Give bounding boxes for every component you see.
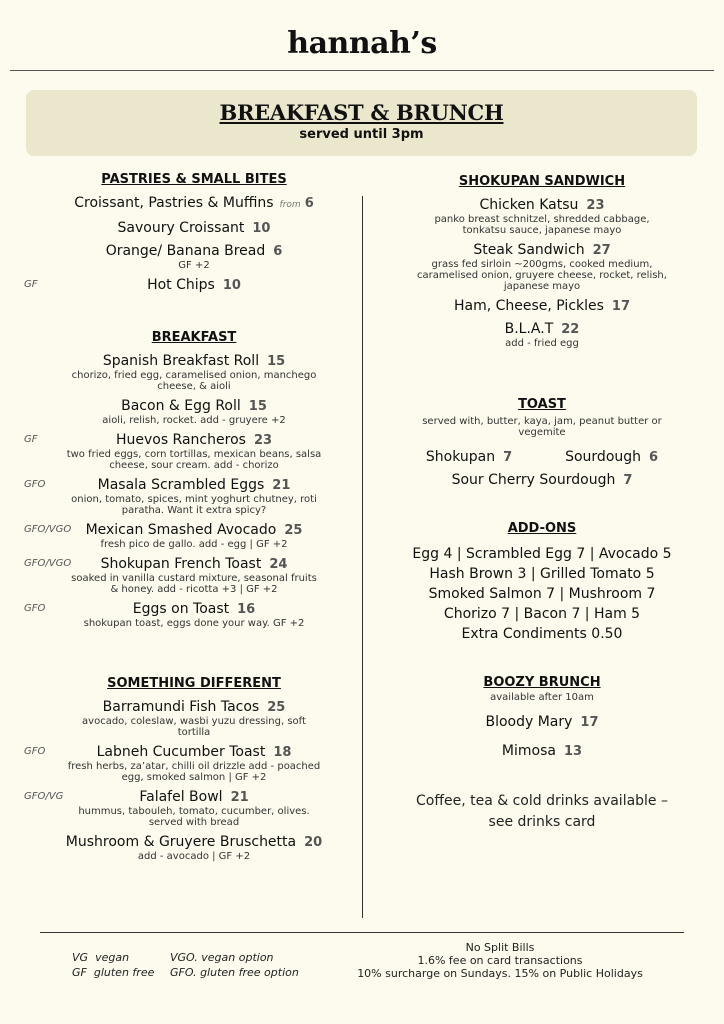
section-title: BOOZY BRUNCH xyxy=(483,675,601,690)
menu-item xyxy=(26,398,362,426)
legend-key: GFO. xyxy=(170,966,197,979)
boozy-desc: available after 10am xyxy=(490,692,594,703)
menu-item-desc: aioli, relish, rocket. add - gruyere +2 xyxy=(102,415,286,426)
addon-line: Chorizo 7 | Bacon 7 | Ham 5 xyxy=(443,606,641,622)
legend-right xyxy=(170,950,299,980)
menu-item-price: 15 xyxy=(267,354,286,369)
menu-item xyxy=(26,243,362,271)
menu-item xyxy=(372,321,712,349)
menu-item-price: 18 xyxy=(273,745,292,760)
menu-item-name: Labneh Cucumber Toast xyxy=(96,744,266,760)
menu-item-line xyxy=(372,321,712,338)
menu-item-desc: soaked in vanilla custard mixture, seasonal fruits & honey. add - ricotta +3 | GF +2 xyxy=(71,573,317,595)
menu-item-line xyxy=(26,522,362,539)
section-something-different xyxy=(26,676,362,868)
menu-item-line xyxy=(372,298,712,315)
section-title: PASTRIES & SMALL BITES xyxy=(101,172,287,187)
menu-item-desc: fresh pico de gallo. add - egg | GF +2 xyxy=(100,539,288,550)
menu-item-name: Mimosa xyxy=(501,743,556,759)
top-divider xyxy=(10,70,714,71)
menu-item-price: 6 xyxy=(273,244,283,259)
toast-row xyxy=(372,446,712,469)
addon-line: Egg 4 | Scrambled Egg 7 | Avocado 5 xyxy=(412,546,672,562)
menu-item-line xyxy=(26,432,362,449)
policy-line: 1.6% fee on card transactions xyxy=(417,954,583,967)
menu-item-price: 17 xyxy=(580,715,599,730)
legend-key: GF xyxy=(72,966,87,979)
menu-item xyxy=(26,601,362,629)
menu-item-name: Sour Cherry Sourdough xyxy=(451,472,616,488)
menu-item-desc: fresh herbs, za’atar, chilli oil drizzle add - poached egg, smoked salmon | GF +2 xyxy=(67,761,321,783)
dietary-tag: GFO/VGO xyxy=(24,524,72,535)
menu-item-desc: onion, tomato, spices, mint yoghurt chutney, roti paratha. Want it extra spicy? xyxy=(71,494,317,516)
menu-item-line xyxy=(26,834,362,851)
menu-item-line xyxy=(26,353,362,370)
menu-item-name: Ham, Cheese, Pickles xyxy=(453,298,604,314)
menu-item xyxy=(26,789,362,828)
menu-item-price: 23 xyxy=(253,433,273,448)
menu-item-name: Masala Scrambled Eggs xyxy=(97,477,265,493)
pastries-list xyxy=(26,195,362,294)
brand-logo: hannah’s xyxy=(287,26,437,61)
addon-line: Smoked Salmon 7 | Mushroom 7 xyxy=(428,586,656,602)
menu-item xyxy=(26,477,362,516)
legend-key: VGO. xyxy=(170,951,198,964)
menu-item-price: 13 xyxy=(563,744,583,759)
menu-item xyxy=(26,432,362,471)
menu-item-name: Spanish Breakfast Roll xyxy=(102,353,260,369)
section-title: SOMETHING DIFFERENT xyxy=(107,676,281,691)
breakfast-list xyxy=(26,353,362,629)
legend-key: VG xyxy=(72,951,89,964)
menu-item-name: Orange/ Banana Bread xyxy=(105,243,266,259)
menu-item-line xyxy=(26,789,362,806)
legend-text: gluten free option xyxy=(200,966,299,979)
menu-title: BREAKFAST & BRUNCH xyxy=(219,100,504,125)
menu-item-name: Sourdough xyxy=(565,449,642,465)
menu-item-from: from xyxy=(279,200,301,210)
policy-line: No Split Bills xyxy=(465,941,535,954)
toast-list xyxy=(372,446,712,492)
menu-item-line xyxy=(26,601,362,618)
menu-item-desc: add - avocado | GF +2 xyxy=(137,851,251,862)
section-toast xyxy=(372,397,712,492)
section-title: SHOKUPAN SANDWICH xyxy=(458,174,626,189)
menu-item-desc: hummus, tabouleh, tomato, cucumber, olives. served with bread xyxy=(78,806,310,828)
section-title: BREAKFAST xyxy=(151,330,237,345)
menu-item-name: Steak Sandwich xyxy=(473,242,585,258)
legend-text: gluten free xyxy=(93,966,155,979)
menu-item xyxy=(26,834,362,862)
menu-item-line xyxy=(372,197,712,214)
menu-item-name: Mexican Smashed Avocado xyxy=(85,522,277,538)
menu-item-desc: chorizo, fried egg, caramelised onion, manchego cheese, & aioli xyxy=(71,370,317,392)
menu-item-price: 17 xyxy=(611,299,631,314)
menu-item-name: Shokupan xyxy=(425,449,496,465)
policy-line: 10% surcharge on Sundays. 15% on Public Holidays xyxy=(357,967,643,980)
menu-item-price: 20 xyxy=(304,835,323,850)
menu-item xyxy=(26,699,362,738)
menu-item-price: 27 xyxy=(592,243,611,258)
section-add-ons xyxy=(372,521,712,644)
dietary-tag: GFO xyxy=(24,479,46,490)
addon-line: Extra Condiments 0.50 xyxy=(461,626,623,642)
menu-item-name: Shokupan French Toast xyxy=(100,556,262,572)
column-divider xyxy=(362,196,363,918)
menu-item-desc: shokupan toast, eggs done your way. GF +2 xyxy=(83,618,305,629)
bottom-divider xyxy=(40,932,684,933)
dietary-tag: GFO/VGO xyxy=(24,558,72,569)
legend-left xyxy=(72,950,154,980)
menu-item-line xyxy=(26,744,362,761)
menu-item-price: 10 xyxy=(252,221,271,236)
menu-item-line xyxy=(26,195,362,214)
menu-item-line xyxy=(26,220,362,237)
menu-item-line xyxy=(26,699,362,716)
dietary-tag: GFO/VG xyxy=(24,791,64,802)
section-breakfast xyxy=(26,330,362,635)
menu-item-price: 25 xyxy=(284,523,303,538)
dietary-tag: GF xyxy=(24,434,38,445)
menu-item-price: 21 xyxy=(230,790,249,805)
menu-item xyxy=(372,740,712,760)
addon-line: Hash Brown 3 | Grilled Tomato 5 xyxy=(429,566,655,582)
menu-banner xyxy=(26,90,697,156)
menu-item-name: Hot Chips xyxy=(147,277,215,293)
shokupan-list xyxy=(372,197,712,349)
menu-item-price: 23 xyxy=(586,198,605,213)
menu-item-price: 6 xyxy=(649,450,659,465)
menu-item-name: Savoury Croissant xyxy=(117,220,245,236)
menu-item-desc: grass fed sirloin ~200gms, cooked medium, caramelised onion, gruyere cheese, rocket, relish, japanese mayo xyxy=(417,259,667,292)
menu-item-name: Mushroom & Gruyere Bruschetta xyxy=(65,834,297,850)
policy-notes xyxy=(330,941,670,980)
menu-item-line xyxy=(26,556,362,573)
menu-item-line xyxy=(372,242,712,259)
menu-item-name: B.L.A.T xyxy=(504,321,554,337)
menu-item-desc: add - fried egg xyxy=(505,338,579,349)
section-title: ADD-ONS xyxy=(507,521,577,536)
menu-item-line xyxy=(26,398,362,415)
menu-item-desc: two fried eggs, corn tortillas, mexican beans, salsa cheese, sour cream. add - chorizo xyxy=(66,449,322,471)
section-title: TOAST xyxy=(518,397,566,412)
menu-item-name: Bacon & Egg Roll xyxy=(121,398,241,414)
menu-item xyxy=(26,522,362,550)
menu-item-price: 6 xyxy=(304,196,314,211)
menu-item xyxy=(26,220,362,237)
menu-item xyxy=(372,711,712,731)
menu-item xyxy=(372,242,712,292)
menu-item-price: 15 xyxy=(248,399,267,414)
section-shokupan-sandwich xyxy=(372,174,712,355)
legend-text: vegan option xyxy=(201,951,274,964)
menu-item-desc: GF +2 xyxy=(178,260,210,271)
menu-item-desc: avocado, coleslaw, wasbi yuzu dressing, soft tortilla xyxy=(82,716,306,738)
menu-item-price: 22 xyxy=(561,322,580,337)
dietary-tag: GF xyxy=(24,279,38,290)
menu-item-name: Croissant, Pastries & Muffins xyxy=(74,195,274,211)
menu-item-line xyxy=(26,243,362,260)
legend-text: vegan xyxy=(95,951,130,964)
dietary-tag: GFO xyxy=(24,603,46,614)
menu-item-price: 7 xyxy=(623,473,633,488)
menu-item-name: Falafel Bowl xyxy=(139,789,223,805)
menu-item xyxy=(372,197,712,236)
menu-item xyxy=(26,556,362,595)
menu-item-name: Bloody Mary xyxy=(485,714,573,730)
section-boozy-brunch xyxy=(372,675,712,766)
menu-item-name: Huevos Rancheros xyxy=(115,432,246,448)
menu-item-price: 16 xyxy=(237,602,256,617)
drinks-note: Coffee, tea & cold drinks available – see drinks card xyxy=(416,793,668,830)
menu-item-price: 21 xyxy=(272,478,291,493)
menu-item-price: 7 xyxy=(503,450,513,465)
dietary-tag: GFO xyxy=(24,746,46,757)
menu-item-price: 25 xyxy=(267,700,286,715)
menu-item xyxy=(26,744,362,783)
menu-item-price: 24 xyxy=(269,557,288,572)
menu-item xyxy=(26,353,362,392)
toast-desc: served with, butter, kaya, jam, peanut butter or vegemite xyxy=(422,416,662,438)
menu-item-line xyxy=(26,477,362,494)
menu-item xyxy=(26,277,362,294)
menu-item-name: Eggs on Toast xyxy=(132,601,230,617)
toast-row xyxy=(372,469,712,492)
menu-item-desc: panko breast schnitzel, shredded cabbage, tonkatsu sauce, japanese mayo xyxy=(434,214,650,236)
menu-item-price: 10 xyxy=(222,278,241,293)
menu-item xyxy=(372,298,712,315)
different-list xyxy=(26,699,362,862)
menu-item-line xyxy=(26,277,362,294)
menu-subtitle: served until 3pm xyxy=(299,127,424,142)
menu-item-name: Chicken Katsu xyxy=(479,197,579,213)
section-pastries xyxy=(26,172,362,300)
menu-item-name: Barramundi Fish Tacos xyxy=(102,699,260,715)
menu-item xyxy=(26,195,362,214)
